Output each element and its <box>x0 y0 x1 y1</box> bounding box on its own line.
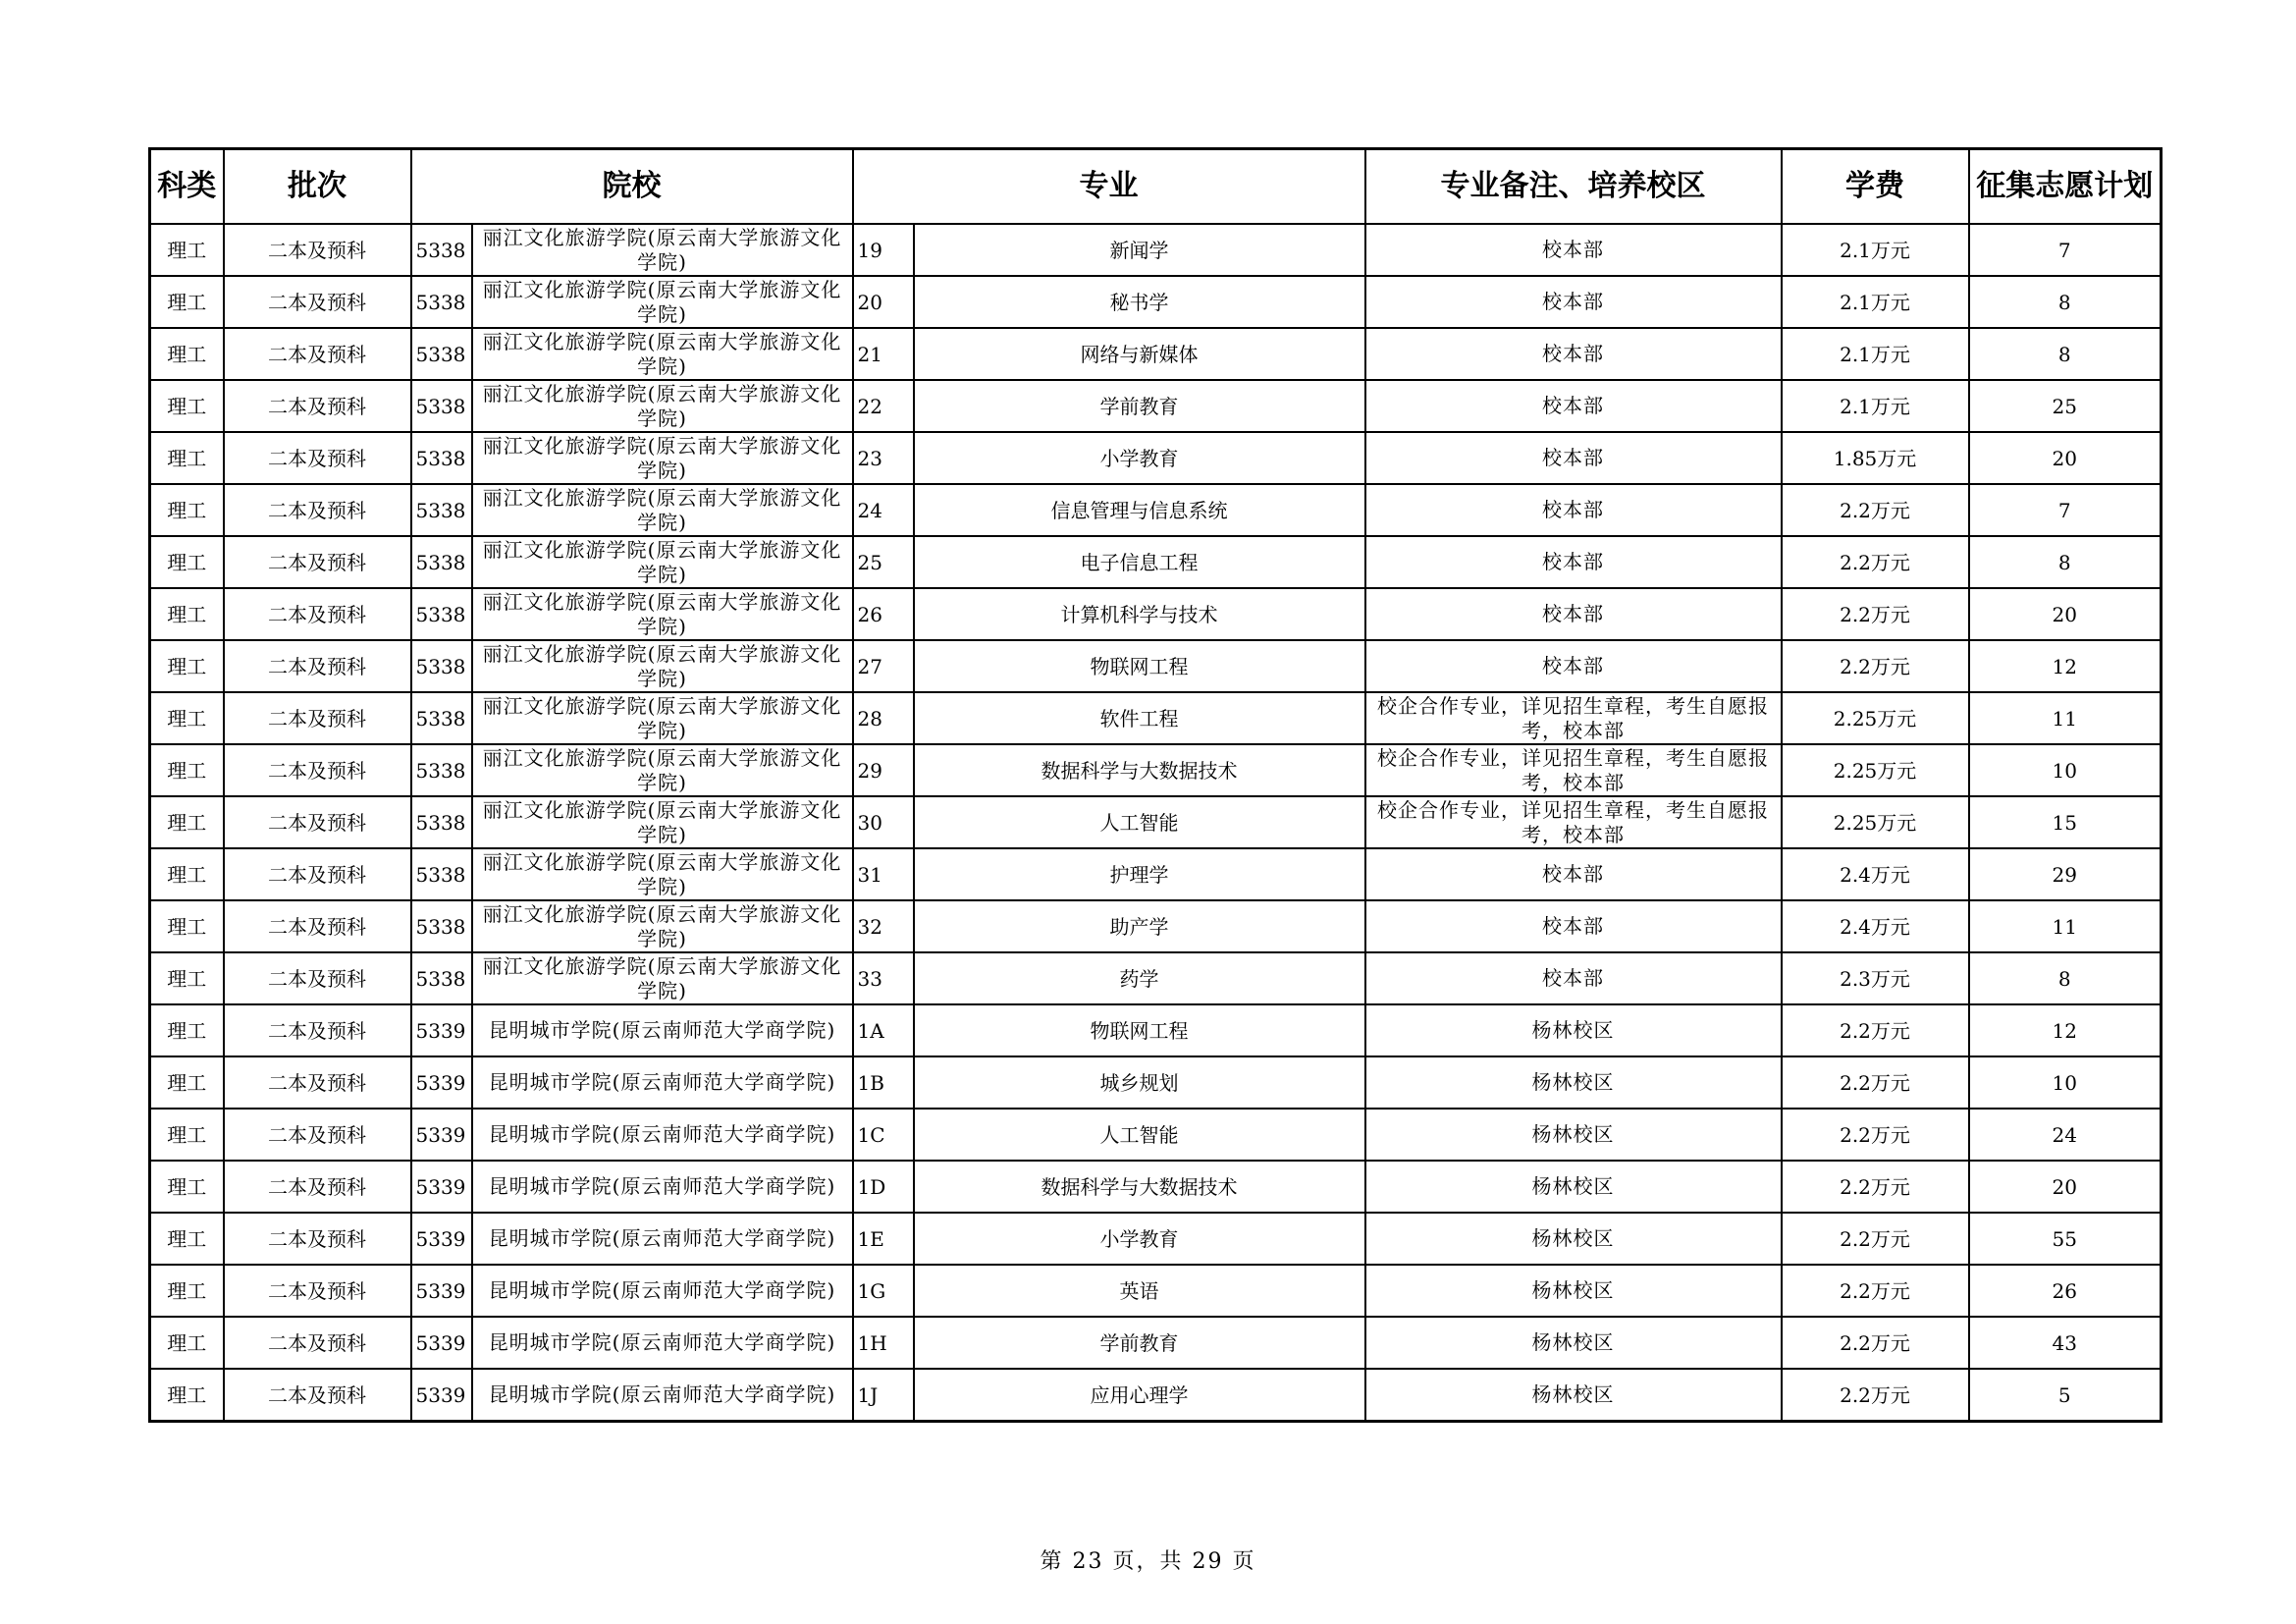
cell-plan: 20 <box>1969 1161 2162 1213</box>
table-row <box>150 484 2162 536</box>
cell-school-code: 5338 <box>411 796 472 848</box>
cell-school: 丽江文化旅游学院(原云南大学旅游文化学院) <box>472 276 853 328</box>
table-row <box>150 1265 2162 1317</box>
cell-category: 理工 <box>150 1317 224 1369</box>
cell-school: 丽江文化旅游学院(原云南大学旅游文化学院) <box>472 744 853 796</box>
cell-batch: 二本及预科 <box>224 1265 411 1317</box>
header-category: 科类 <box>150 149 224 225</box>
cell-note: 校企合作专业，详见招生章程，考生自愿报考，校本部 <box>1365 744 1782 796</box>
cell-major: 小学教育 <box>914 1213 1365 1265</box>
cell-fee: 2.2万元 <box>1782 588 1969 640</box>
table-row <box>150 1004 2162 1056</box>
cell-plan: 12 <box>1969 1004 2162 1056</box>
cell-note: 校本部 <box>1365 588 1782 640</box>
cell-note: 校本部 <box>1365 380 1782 432</box>
cell-plan: 8 <box>1969 952 2162 1004</box>
cell-plan: 25 <box>1969 380 2162 432</box>
cell-school: 丽江文化旅游学院(原云南大学旅游文化学院) <box>472 432 853 484</box>
cell-fee: 2.2万元 <box>1782 1265 1969 1317</box>
cell-school-code: 5338 <box>411 380 472 432</box>
cell-batch: 二本及预科 <box>224 796 411 848</box>
header-fee: 学费 <box>1782 149 1969 225</box>
cell-batch: 二本及预科 <box>224 1056 411 1109</box>
cell-fee: 2.25万元 <box>1782 796 1969 848</box>
cell-school-code: 5339 <box>411 1004 472 1056</box>
cell-plan: 24 <box>1969 1109 2162 1161</box>
cell-note: 杨林校区 <box>1365 1265 1782 1317</box>
cell-school-code: 5338 <box>411 276 472 328</box>
cell-school: 丽江文化旅游学院(原云南大学旅游文化学院) <box>472 900 853 952</box>
table-row <box>150 1109 2162 1161</box>
cell-batch: 二本及预科 <box>224 536 411 588</box>
cell-note: 校企合作专业，详见招生章程，考生自愿报考，校本部 <box>1365 796 1782 848</box>
cell-plan: 12 <box>1969 640 2162 692</box>
cell-school: 昆明城市学院(原云南师范大学商学院) <box>472 1317 853 1369</box>
cell-school: 丽江文化旅游学院(原云南大学旅游文化学院) <box>472 640 853 692</box>
cell-major: 英语 <box>914 1265 1365 1317</box>
cell-school: 丽江文化旅游学院(原云南大学旅游文化学院) <box>472 848 853 900</box>
cell-note: 校本部 <box>1365 432 1782 484</box>
cell-major-code: 1D <box>853 1161 914 1213</box>
cell-school: 昆明城市学院(原云南师范大学商学院) <box>472 1213 853 1265</box>
cell-plan: 20 <box>1969 432 2162 484</box>
cell-fee: 2.3万元 <box>1782 952 1969 1004</box>
cell-batch: 二本及预科 <box>224 640 411 692</box>
cell-category: 理工 <box>150 796 224 848</box>
cell-school-code: 5338 <box>411 848 472 900</box>
cell-major-code: 33 <box>853 952 914 1004</box>
cell-category: 理工 <box>150 1369 224 1422</box>
cell-batch: 二本及预科 <box>224 1317 411 1369</box>
table-row <box>150 952 2162 1004</box>
cell-plan: 55 <box>1969 1213 2162 1265</box>
cell-school: 丽江文化旅游学院(原云南大学旅游文化学院) <box>472 796 853 848</box>
cell-batch: 二本及预科 <box>224 224 411 276</box>
cell-fee: 2.2万元 <box>1782 1317 1969 1369</box>
table-row <box>150 380 2162 432</box>
cell-major: 药学 <box>914 952 1365 1004</box>
cell-category: 理工 <box>150 1004 224 1056</box>
cell-batch: 二本及预科 <box>224 900 411 952</box>
cell-school-code: 5338 <box>411 588 472 640</box>
cell-category: 理工 <box>150 432 224 484</box>
cell-note: 校本部 <box>1365 328 1782 380</box>
cell-major-code: 32 <box>853 900 914 952</box>
cell-major: 人工智能 <box>914 1109 1365 1161</box>
cell-school: 昆明城市学院(原云南师范大学商学院) <box>472 1161 853 1213</box>
cell-major: 物联网工程 <box>914 1004 1365 1056</box>
cell-fee: 1.85万元 <box>1782 432 1969 484</box>
cell-batch: 二本及预科 <box>224 328 411 380</box>
cell-school-code: 5338 <box>411 744 472 796</box>
cell-major-code: 31 <box>853 848 914 900</box>
cell-school: 昆明城市学院(原云南师范大学商学院) <box>472 1004 853 1056</box>
cell-school: 昆明城市学院(原云南师范大学商学院) <box>472 1369 853 1422</box>
cell-fee: 2.2万元 <box>1782 1213 1969 1265</box>
cell-school: 丽江文化旅游学院(原云南大学旅游文化学院) <box>472 328 853 380</box>
cell-category: 理工 <box>150 640 224 692</box>
cell-major-code: 1C <box>853 1109 914 1161</box>
cell-category: 理工 <box>150 692 224 744</box>
cell-fee: 2.1万元 <box>1782 328 1969 380</box>
cell-major: 小学教育 <box>914 432 1365 484</box>
cell-category: 理工 <box>150 744 224 796</box>
cell-major-code: 27 <box>853 640 914 692</box>
cell-major-code: 1E <box>853 1213 914 1265</box>
cell-note: 校本部 <box>1365 900 1782 952</box>
cell-major-code: 20 <box>853 276 914 328</box>
cell-category: 理工 <box>150 588 224 640</box>
cell-fee: 2.4万元 <box>1782 848 1969 900</box>
cell-school: 丽江文化旅游学院(原云南大学旅游文化学院) <box>472 224 853 276</box>
cell-major-code: 21 <box>853 328 914 380</box>
cell-batch: 二本及预科 <box>224 692 411 744</box>
cell-school-code: 5338 <box>411 484 472 536</box>
cell-school-code: 5339 <box>411 1265 472 1317</box>
cell-category: 理工 <box>150 328 224 380</box>
cell-major-code: 22 <box>853 380 914 432</box>
cell-major: 护理学 <box>914 848 1365 900</box>
cell-major: 数据科学与大数据技术 <box>914 744 1365 796</box>
cell-note: 杨林校区 <box>1365 1004 1782 1056</box>
cell-major-code: 25 <box>853 536 914 588</box>
cell-major: 秘书学 <box>914 276 1365 328</box>
cell-note: 杨林校区 <box>1365 1317 1782 1369</box>
cell-plan: 29 <box>1969 848 2162 900</box>
table-row <box>150 1317 2162 1369</box>
cell-fee: 2.2万元 <box>1782 1369 1969 1422</box>
cell-plan: 26 <box>1969 1265 2162 1317</box>
cell-category: 理工 <box>150 276 224 328</box>
cell-batch: 二本及预科 <box>224 1004 411 1056</box>
cell-note: 校本部 <box>1365 536 1782 588</box>
cell-fee: 2.2万元 <box>1782 484 1969 536</box>
cell-category: 理工 <box>150 484 224 536</box>
cell-school: 丽江文化旅游学院(原云南大学旅游文化学院) <box>472 380 853 432</box>
cell-batch: 二本及预科 <box>224 848 411 900</box>
cell-major-code: 1H <box>853 1317 914 1369</box>
cell-note: 校企合作专业，详见招生章程，考生自愿报考，校本部 <box>1365 692 1782 744</box>
cell-major-code: 24 <box>853 484 914 536</box>
cell-batch: 二本及预科 <box>224 276 411 328</box>
cell-batch: 二本及预科 <box>224 380 411 432</box>
cell-major-code: 1A <box>853 1004 914 1056</box>
table-row <box>150 1369 2162 1422</box>
cell-batch: 二本及预科 <box>224 1161 411 1213</box>
cell-note: 校本部 <box>1365 484 1782 536</box>
cell-plan: 20 <box>1969 588 2162 640</box>
cell-major: 计算机科学与技术 <box>914 588 1365 640</box>
table-row <box>150 1213 2162 1265</box>
cell-plan: 5 <box>1969 1369 2162 1422</box>
cell-fee: 2.1万元 <box>1782 276 1969 328</box>
cell-major-code: 26 <box>853 588 914 640</box>
cell-school: 丽江文化旅游学院(原云南大学旅游文化学院) <box>472 536 853 588</box>
cell-fee: 2.2万元 <box>1782 1004 1969 1056</box>
cell-school-code: 5339 <box>411 1369 472 1422</box>
table-row <box>150 536 2162 588</box>
table-header-row <box>150 149 2162 225</box>
cell-major-code: 23 <box>853 432 914 484</box>
cell-school-code: 5339 <box>411 1213 472 1265</box>
cell-plan: 10 <box>1969 744 2162 796</box>
table-row <box>150 1056 2162 1109</box>
cell-plan: 8 <box>1969 328 2162 380</box>
cell-school-code: 5339 <box>411 1056 472 1109</box>
table-row <box>150 1161 2162 1213</box>
cell-plan: 7 <box>1969 484 2162 536</box>
cell-plan: 15 <box>1969 796 2162 848</box>
cell-plan: 43 <box>1969 1317 2162 1369</box>
cell-school-code: 5339 <box>411 1109 472 1161</box>
cell-category: 理工 <box>150 848 224 900</box>
cell-school-code: 5338 <box>411 952 472 1004</box>
table-row <box>150 328 2162 380</box>
enrollment-plan-table <box>148 147 2163 1423</box>
cell-major-code: 29 <box>853 744 914 796</box>
cell-plan: 7 <box>1969 224 2162 276</box>
cell-note: 杨林校区 <box>1365 1056 1782 1109</box>
cell-school-code: 5338 <box>411 224 472 276</box>
cell-major-code: 19 <box>853 224 914 276</box>
cell-category: 理工 <box>150 1056 224 1109</box>
cell-major: 新闻学 <box>914 224 1365 276</box>
table-row <box>150 848 2162 900</box>
table-row <box>150 900 2162 952</box>
cell-school-code: 5338 <box>411 536 472 588</box>
cell-major: 软件工程 <box>914 692 1365 744</box>
cell-major: 应用心理学 <box>914 1369 1365 1422</box>
table-row <box>150 692 2162 744</box>
cell-category: 理工 <box>150 900 224 952</box>
cell-school: 昆明城市学院(原云南师范大学商学院) <box>472 1109 853 1161</box>
cell-major-code: 1B <box>853 1056 914 1109</box>
cell-major-code: 30 <box>853 796 914 848</box>
cell-note: 校本部 <box>1365 224 1782 276</box>
cell-school: 丽江文化旅游学院(原云南大学旅游文化学院) <box>472 952 853 1004</box>
cell-plan: 8 <box>1969 536 2162 588</box>
cell-plan: 8 <box>1969 276 2162 328</box>
cell-batch: 二本及预科 <box>224 1109 411 1161</box>
table-body <box>150 224 2162 1422</box>
header-school: 院校 <box>411 149 853 225</box>
page-number: 第 23 页，共 29 页 <box>1040 1549 1256 1574</box>
cell-major: 网络与新媒体 <box>914 328 1365 380</box>
cell-fee: 2.2万元 <box>1782 1056 1969 1109</box>
cell-plan: 10 <box>1969 1056 2162 1109</box>
cell-note: 校本部 <box>1365 276 1782 328</box>
cell-batch: 二本及预科 <box>224 588 411 640</box>
cell-category: 理工 <box>150 380 224 432</box>
table-row <box>150 276 2162 328</box>
cell-major-code: 1J <box>853 1369 914 1422</box>
header-note: 专业备注、培养校区 <box>1365 149 1782 225</box>
header-batch: 批次 <box>224 149 411 225</box>
cell-fee: 2.1万元 <box>1782 224 1969 276</box>
cell-school-code: 5338 <box>411 432 472 484</box>
header-major: 专业 <box>853 149 1365 225</box>
table-row <box>150 224 2162 276</box>
cell-category: 理工 <box>150 1265 224 1317</box>
cell-note: 校本部 <box>1365 640 1782 692</box>
cell-major-code: 28 <box>853 692 914 744</box>
cell-batch: 二本及预科 <box>224 1369 411 1422</box>
cell-school-code: 5339 <box>411 1161 472 1213</box>
cell-major: 信息管理与信息系统 <box>914 484 1365 536</box>
cell-note: 杨林校区 <box>1365 1213 1782 1265</box>
header-plan: 征集志愿计划 <box>1969 149 2162 225</box>
cell-school: 丽江文化旅游学院(原云南大学旅游文化学院) <box>472 692 853 744</box>
cell-category: 理工 <box>150 224 224 276</box>
cell-major: 学前教育 <box>914 1317 1365 1369</box>
cell-batch: 二本及预科 <box>224 484 411 536</box>
cell-major: 电子信息工程 <box>914 536 1365 588</box>
table-row <box>150 640 2162 692</box>
cell-batch: 二本及预科 <box>224 744 411 796</box>
cell-batch: 二本及预科 <box>224 952 411 1004</box>
cell-fee: 2.2万元 <box>1782 536 1969 588</box>
cell-major: 数据科学与大数据技术 <box>914 1161 1365 1213</box>
cell-note: 校本部 <box>1365 952 1782 1004</box>
table-row <box>150 588 2162 640</box>
cell-plan: 11 <box>1969 692 2162 744</box>
cell-school: 丽江文化旅游学院(原云南大学旅游文化学院) <box>472 588 853 640</box>
cell-note: 杨林校区 <box>1365 1369 1782 1422</box>
cell-category: 理工 <box>150 536 224 588</box>
cell-category: 理工 <box>150 1161 224 1213</box>
cell-major: 学前教育 <box>914 380 1365 432</box>
cell-batch: 二本及预科 <box>224 432 411 484</box>
cell-school: 昆明城市学院(原云南师范大学商学院) <box>472 1265 853 1317</box>
cell-note: 杨林校区 <box>1365 1109 1782 1161</box>
cell-school-code: 5338 <box>411 900 472 952</box>
cell-category: 理工 <box>150 1109 224 1161</box>
cell-batch: 二本及预科 <box>224 1213 411 1265</box>
cell-major: 物联网工程 <box>914 640 1365 692</box>
cell-school-code: 5338 <box>411 692 472 744</box>
table-row <box>150 432 2162 484</box>
cell-fee: 2.25万元 <box>1782 744 1969 796</box>
cell-major: 城乡规划 <box>914 1056 1365 1109</box>
cell-fee: 2.1万元 <box>1782 380 1969 432</box>
cell-major-code: 1G <box>853 1265 914 1317</box>
cell-plan: 11 <box>1969 900 2162 952</box>
cell-school: 丽江文化旅游学院(原云南大学旅游文化学院) <box>472 484 853 536</box>
cell-fee: 2.2万元 <box>1782 1109 1969 1161</box>
table-row <box>150 796 2162 848</box>
cell-fee: 2.2万元 <box>1782 640 1969 692</box>
cell-category: 理工 <box>150 1213 224 1265</box>
table-row <box>150 744 2162 796</box>
cell-fee: 2.2万元 <box>1782 1161 1969 1213</box>
cell-fee: 2.4万元 <box>1782 900 1969 952</box>
cell-school-code: 5338 <box>411 640 472 692</box>
cell-school-code: 5339 <box>411 1317 472 1369</box>
cell-school: 昆明城市学院(原云南师范大学商学院) <box>472 1056 853 1109</box>
cell-school-code: 5338 <box>411 328 472 380</box>
cell-major: 人工智能 <box>914 796 1365 848</box>
cell-fee: 2.25万元 <box>1782 692 1969 744</box>
cell-note: 杨林校区 <box>1365 1161 1782 1213</box>
cell-major: 助产学 <box>914 900 1365 952</box>
cell-category: 理工 <box>150 952 224 1004</box>
cell-note: 校本部 <box>1365 848 1782 900</box>
